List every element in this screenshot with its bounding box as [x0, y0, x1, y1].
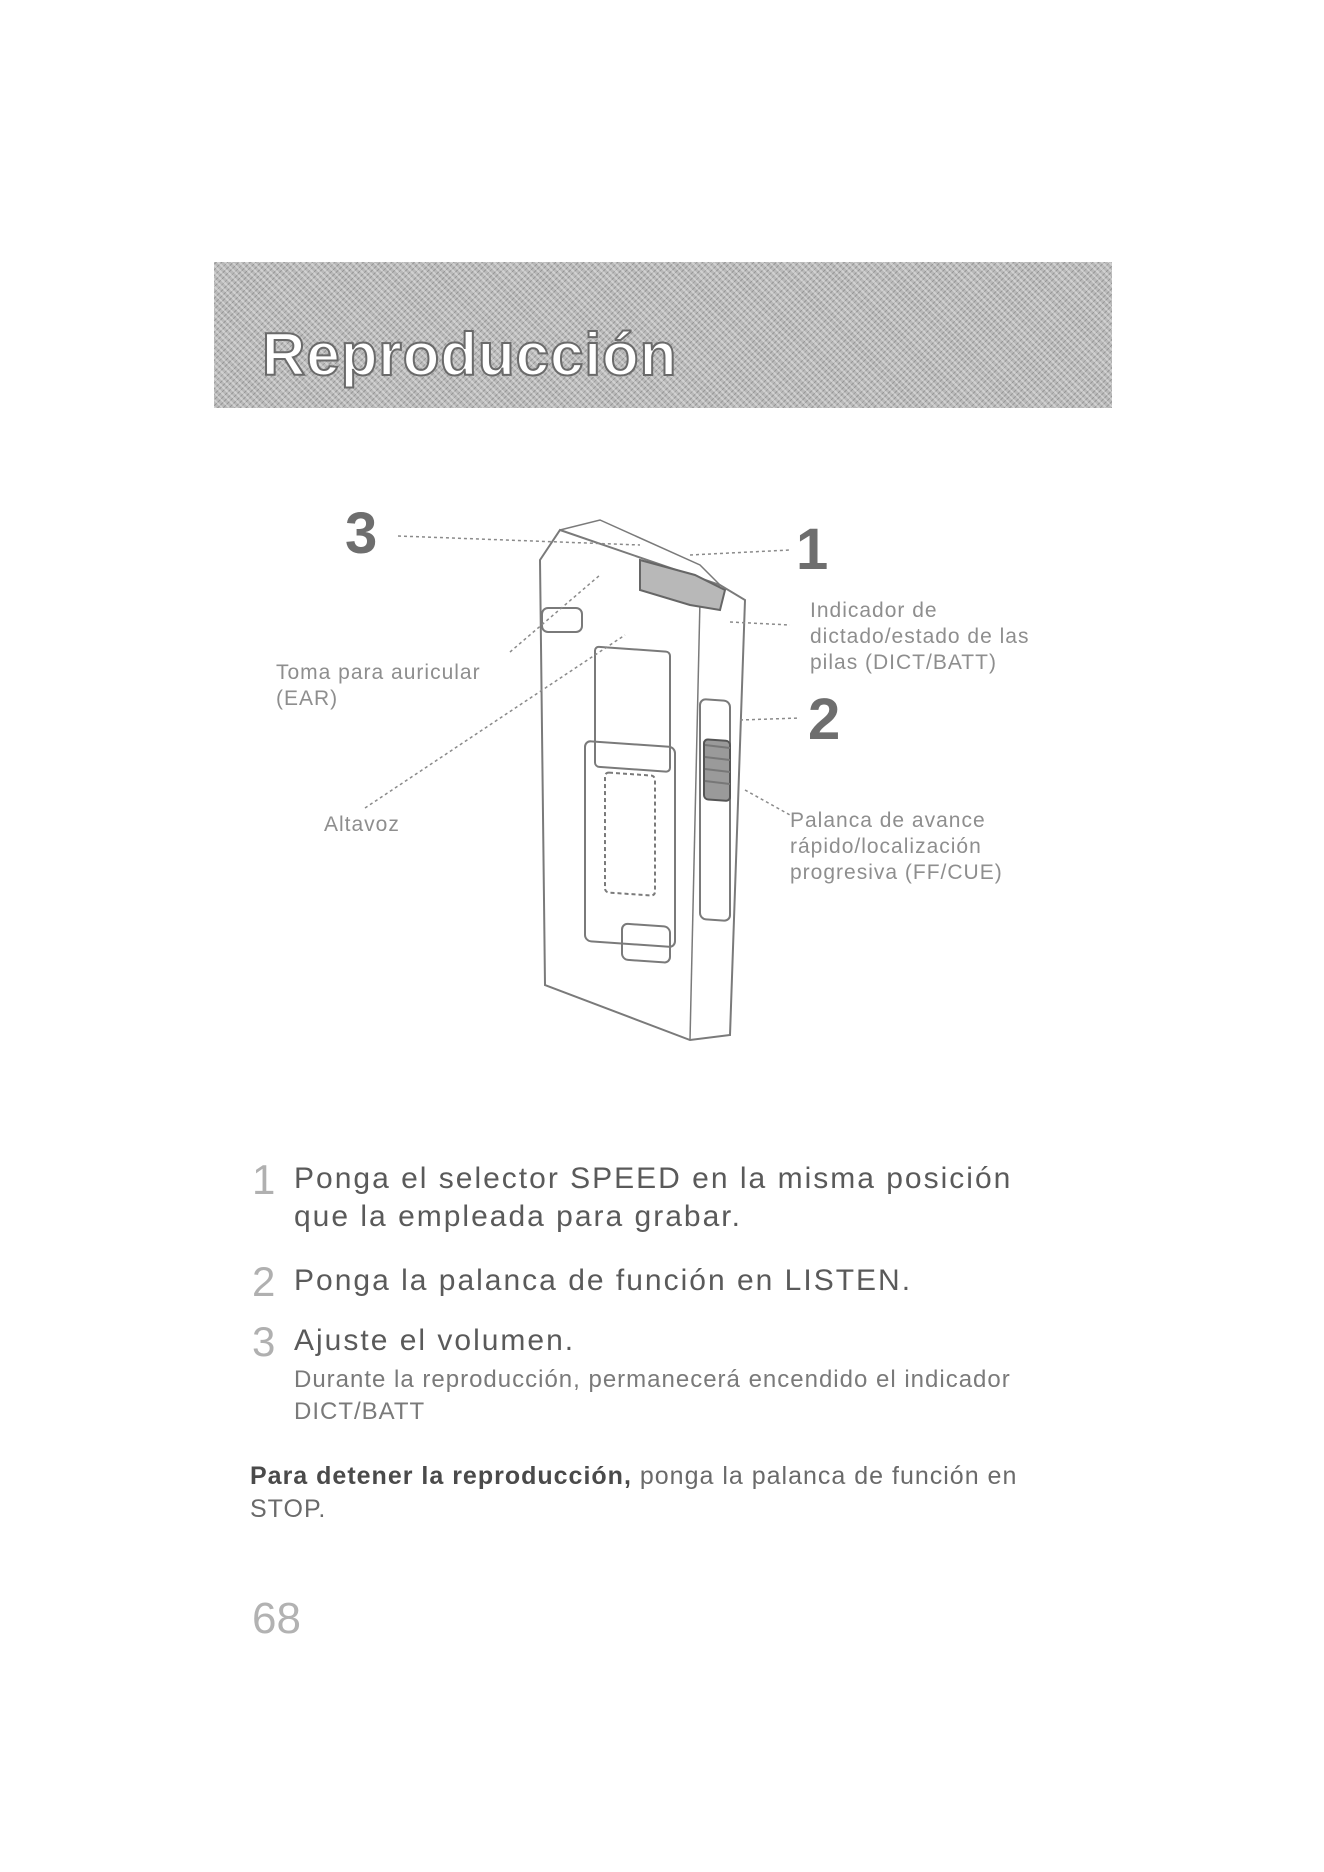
- ear-jack-label: Toma para auricular (EAR): [276, 661, 481, 710]
- step-number: 2: [252, 1258, 276, 1305]
- ff-cue-lever-label: Palanca de avance rápido/localización progresiva (FF/CUE): [790, 809, 1003, 884]
- step-number: 3: [252, 1318, 276, 1365]
- step-note: Durante la reproducción, permanecerá encendido el indicador DICT/BATT: [294, 1366, 1011, 1425]
- callout-1: 1: [796, 517, 829, 582]
- step-number: 1: [252, 1156, 276, 1203]
- speaker-label: Altavoz: [324, 813, 400, 836]
- page-number: 68: [252, 1594, 301, 1643]
- dict-batt-indicator-label: Indicador de dictado/estado de las pilas (DICT/BATT): [810, 599, 1030, 674]
- stop-lead: Para detener la reproducción,: [250, 1462, 632, 1490]
- step-text: Ponga el selector SPEED en la misma posición que la empleada para grabar.: [294, 1162, 1013, 1233]
- step-text: Ponga la palanca de función en LISTEN.: [294, 1264, 913, 1297]
- page-title: Reproducción: [262, 321, 678, 388]
- callout-2: 2: [808, 687, 841, 752]
- stop-instruction: [250, 1460, 1050, 1526]
- step-text: Ajuste el volumen.: [294, 1324, 576, 1357]
- callout-3: 3: [345, 501, 378, 566]
- speed-selector: [640, 560, 725, 610]
- stop-text: ponga la palanca de función en STOP.: [250, 1462, 1018, 1523]
